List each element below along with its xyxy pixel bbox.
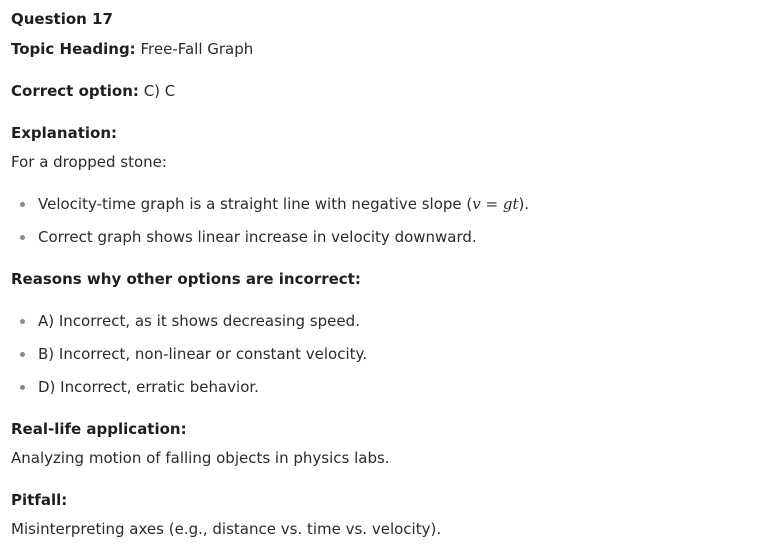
explanation-heading: Explanation:	[11, 124, 118, 142]
explanation-intro: For a dropped stone:	[11, 153, 167, 171]
reasons-list	[11, 312, 751, 396]
list-item-text: D) Incorrect, erratic behavior.	[38, 378, 259, 396]
topic-heading-row	[11, 40, 751, 58]
math-variable-v: v	[472, 195, 481, 213]
bullet-dot-icon	[20, 202, 25, 207]
list-item-text: Velocity-time graph is a straight line with negative slope (	[38, 195, 473, 213]
list-item	[11, 228, 751, 246]
list-item	[11, 312, 751, 330]
correct-option-value: C) C	[143, 82, 176, 100]
math-equals: =	[480, 195, 503, 213]
bullet-dot-icon	[20, 385, 25, 390]
pitfall-heading: Pitfall:	[11, 491, 68, 509]
topic-heading-label: Topic Heading:	[11, 40, 136, 58]
list-item	[11, 195, 751, 213]
pitfall-text: Misinterpreting axes (e.g., distance vs. time vs. velocity).	[11, 520, 442, 538]
list-item-text: B) Incorrect, non-linear or constant velocity.	[38, 345, 368, 363]
answer-content	[11, 10, 751, 538]
math-variable-gt: gt	[502, 195, 519, 213]
reasons-heading: Reasons why other options are incorrect:	[11, 270, 361, 288]
real-life-text: Analyzing motion of falling objects in physics labs.	[11, 449, 390, 467]
question-title: Question 17	[11, 10, 113, 28]
list-item	[11, 345, 751, 363]
correct-option-row	[11, 82, 751, 100]
topic-heading-value: Free-Fall Graph	[140, 40, 254, 58]
list-item	[11, 378, 751, 396]
math-formula	[472, 195, 518, 213]
list-item-suffix: ).	[518, 195, 530, 213]
bullet-dot-icon	[20, 319, 25, 324]
bullet-dot-icon	[20, 352, 25, 357]
explanation-list	[11, 195, 751, 246]
list-item-text: Correct graph shows linear increase in velocity downward.	[38, 228, 477, 246]
bullet-dot-icon	[20, 235, 25, 240]
correct-option-label: Correct option:	[11, 82, 139, 100]
real-life-heading: Real-life application:	[11, 420, 187, 438]
list-item-text: A) Incorrect, as it shows decreasing speed.	[38, 312, 360, 330]
